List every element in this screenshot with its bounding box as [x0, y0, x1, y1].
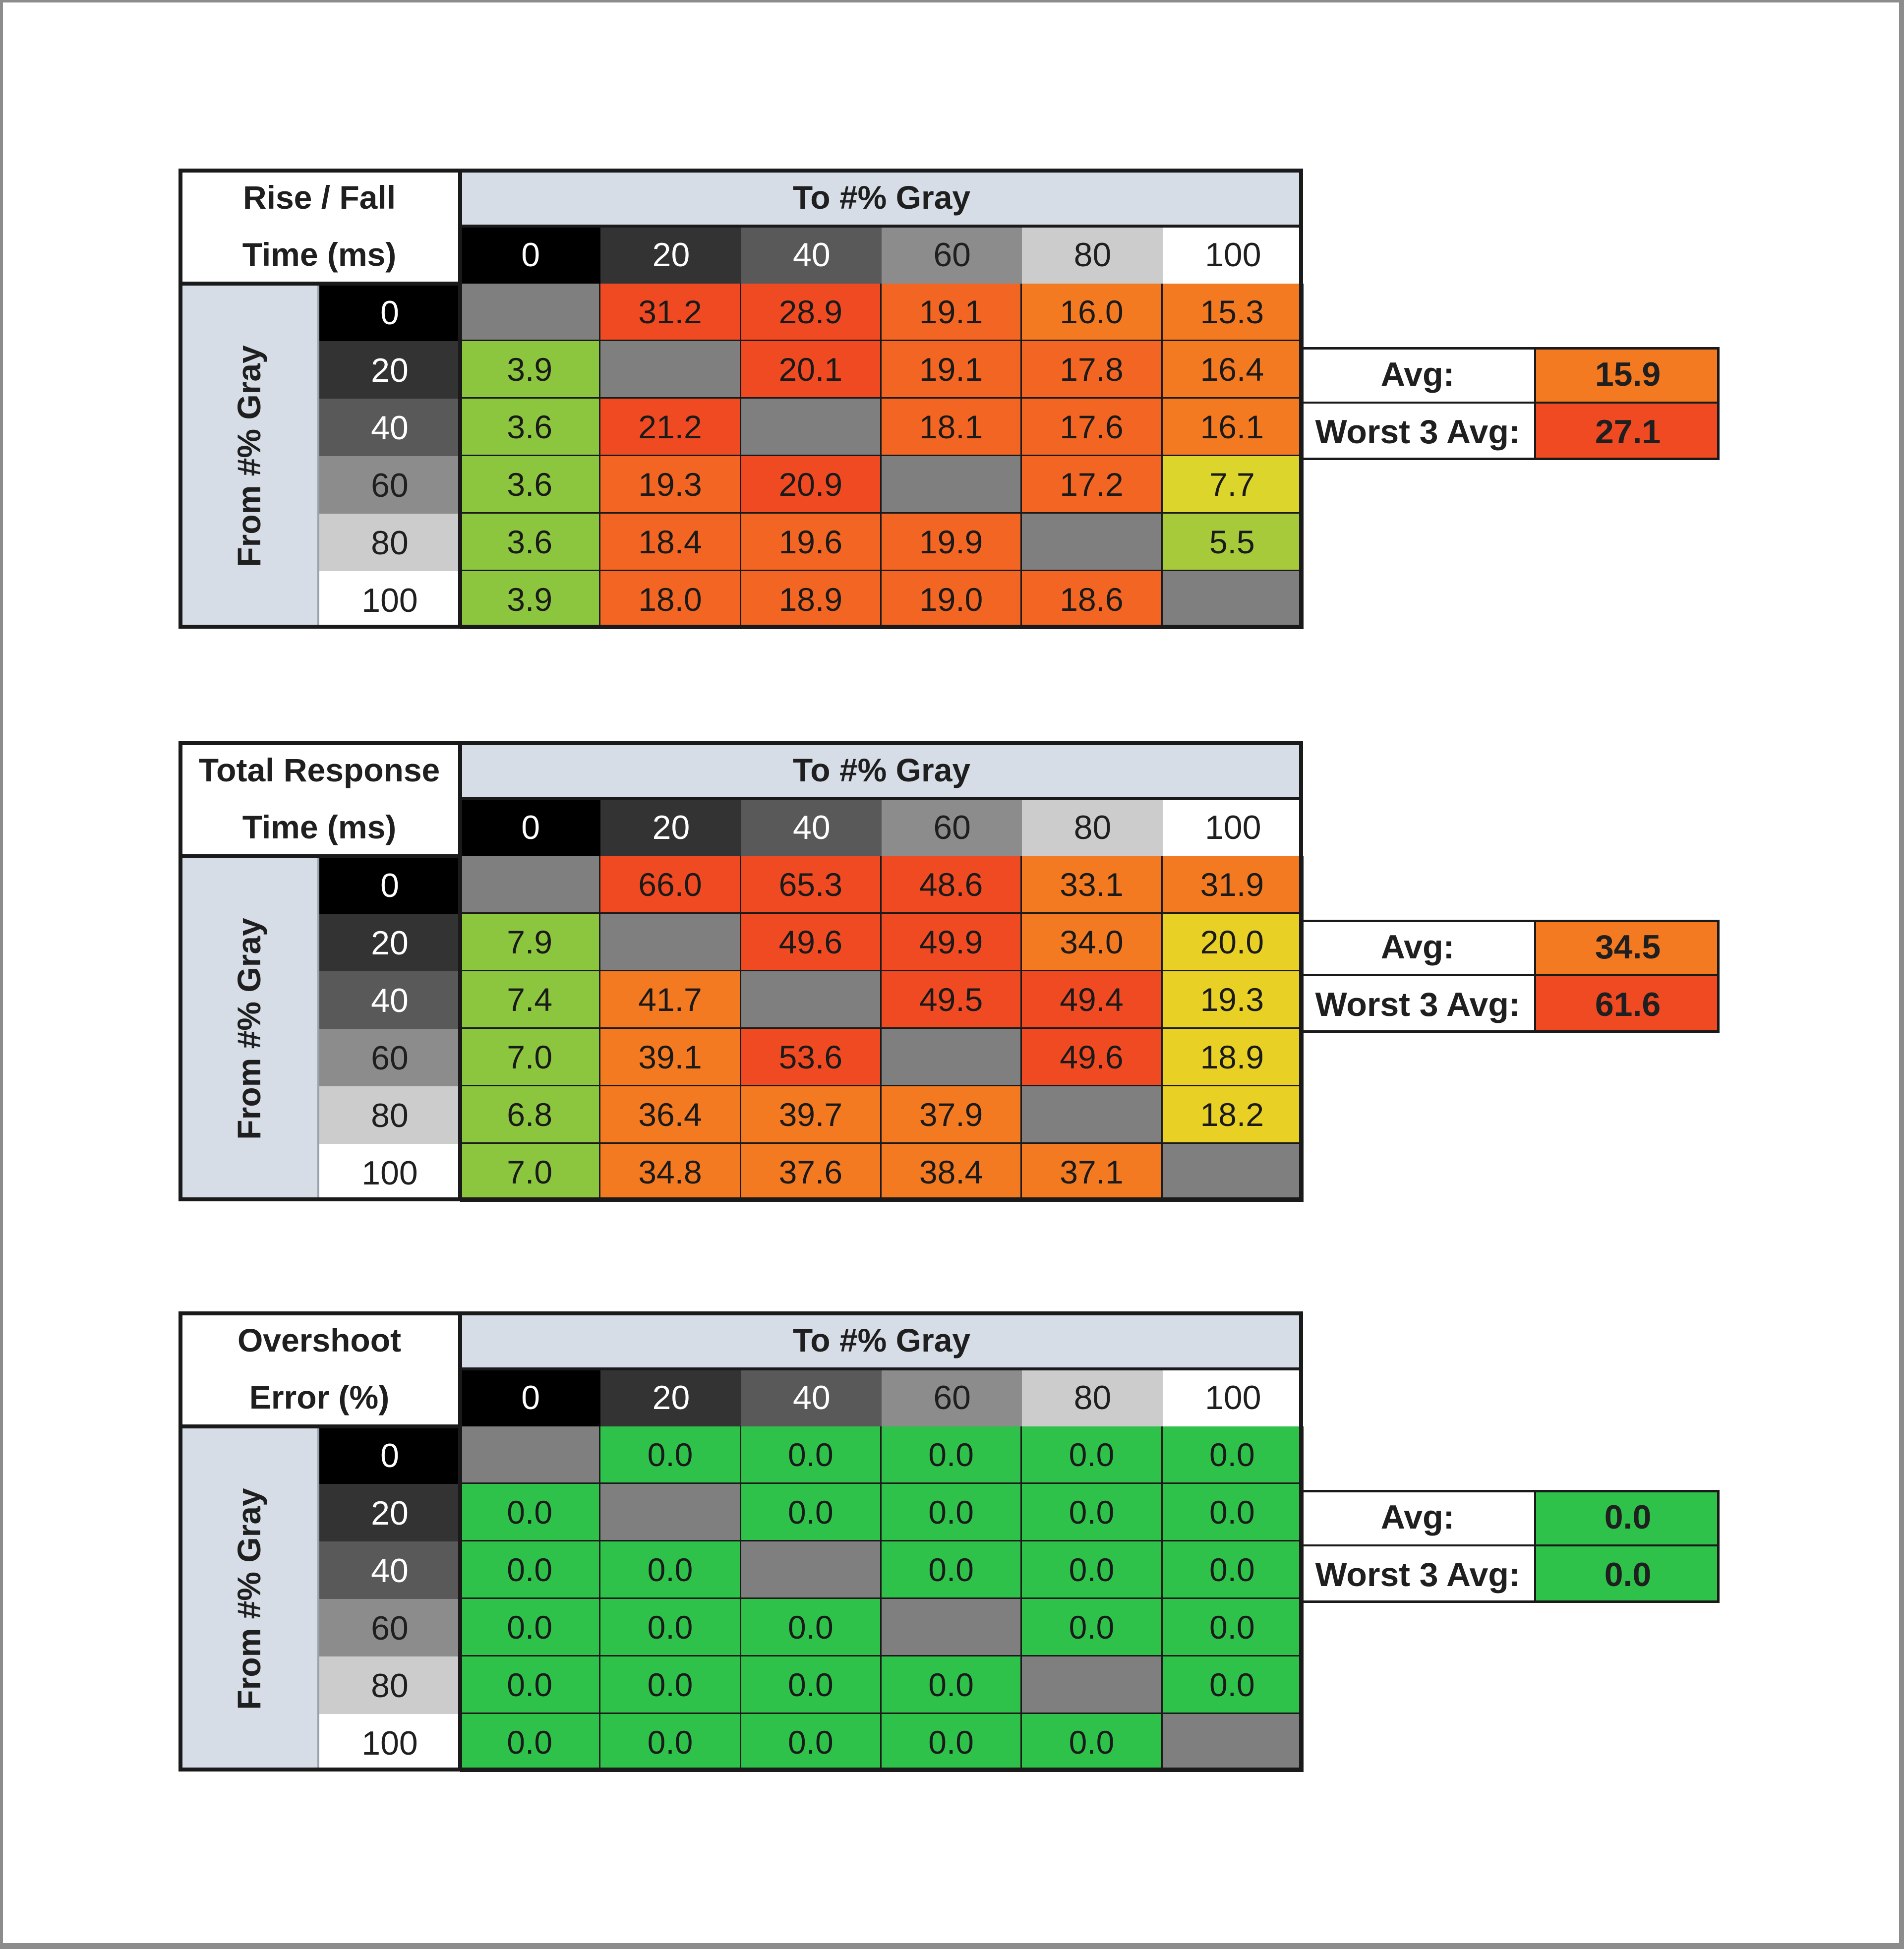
data-cell: 7.4	[460, 971, 601, 1029]
column-label: 40	[741, 799, 882, 856]
data-cell: 0.0	[600, 1599, 741, 1657]
data-cell: 34.8	[600, 1144, 741, 1202]
data-cell: 0.0	[741, 1656, 882, 1714]
table-title	[178, 169, 460, 284]
data-cell: 31.2	[600, 284, 741, 342]
data-cell: 0.0	[460, 1656, 601, 1714]
data-cell: 7.9	[460, 914, 601, 972]
data-cell: 0.0	[460, 1484, 601, 1542]
row-label: 60	[319, 1599, 460, 1657]
data-cell: 0.0	[1022, 1484, 1163, 1542]
row-label: 100	[319, 1144, 460, 1202]
worst-3-avg-value: 61.6	[1536, 976, 1720, 1033]
empty-cell	[1163, 1144, 1304, 1202]
row-label: 80	[319, 1656, 460, 1714]
divider-line	[458, 1311, 462, 1772]
data-cell: 16.1	[1163, 399, 1304, 457]
empty-cell	[882, 1029, 1022, 1087]
data-cell: 20.0	[1163, 914, 1304, 972]
data-cell: 0.0	[741, 1426, 882, 1484]
table-title-line: Overshoot	[237, 1322, 402, 1358]
empty-cell	[1163, 571, 1304, 629]
data-cell: 0.0	[600, 1426, 741, 1484]
data-cell: 3.6	[460, 514, 601, 572]
data-cell: 19.9	[882, 514, 1022, 572]
avg-value: 0.0	[1536, 1490, 1720, 1546]
data-cell: 0.0	[1163, 1426, 1304, 1484]
divider-line	[460, 1367, 1303, 1370]
data-cell: 53.6	[741, 1029, 882, 1087]
data-cell: 0.0	[1022, 1541, 1163, 1599]
column-header: To #% Gray	[460, 1311, 1303, 1369]
column-label: 60	[882, 226, 1022, 284]
data-cell: 28.9	[741, 284, 882, 342]
rise-fall-summary	[1301, 347, 1720, 460]
divider-line	[178, 854, 460, 858]
divider-line	[317, 856, 319, 1201]
total-response-summary	[1301, 920, 1720, 1033]
row-label: 40	[319, 399, 460, 457]
column-label: 80	[1022, 226, 1163, 284]
table-title-line: Rise / Fall	[242, 179, 396, 216]
row-label: 40	[319, 971, 460, 1029]
data-cell: 66.0	[600, 856, 741, 914]
column-label: 0	[460, 226, 601, 284]
table-title-line: Time (ms)	[242, 809, 397, 845]
data-cell: 3.6	[460, 399, 601, 457]
column-label: 20	[600, 226, 741, 284]
data-cell: 18.1	[882, 399, 1022, 457]
divider-line	[458, 169, 462, 629]
data-cell: 15.3	[1163, 284, 1304, 342]
row-label: 0	[319, 284, 460, 342]
row-label: 100	[319, 571, 460, 629]
total-response-time-table	[178, 741, 1303, 1201]
row-label: 80	[319, 1086, 460, 1144]
data-cell: 0.0	[882, 1541, 1022, 1599]
data-cell: 16.0	[1022, 284, 1163, 342]
data-cell: 3.6	[460, 456, 601, 514]
row-header-text: From #% Gray	[231, 345, 267, 567]
row-label: 0	[319, 1426, 460, 1484]
data-cell: 18.9	[741, 571, 882, 629]
row-header-text: From #% Gray	[231, 918, 267, 1140]
empty-cell	[1022, 514, 1163, 572]
row-label: 100	[319, 1714, 460, 1772]
empty-cell	[460, 1426, 601, 1484]
data-cell: 0.0	[1163, 1541, 1304, 1599]
data-cell: 3.9	[460, 571, 601, 629]
data-cell: 31.9	[1163, 856, 1304, 914]
table-title-line: Error (%)	[249, 1379, 390, 1416]
worst-3-avg-label: Worst 3 Avg:	[1301, 976, 1536, 1033]
row-label: 0	[319, 856, 460, 914]
avg-label: Avg:	[1301, 1490, 1536, 1546]
table-title	[178, 741, 460, 856]
worst-3-avg-label: Worst 3 Avg:	[1301, 404, 1536, 460]
row-label: 60	[319, 1029, 460, 1087]
data-cell: 34.0	[1022, 914, 1163, 972]
data-cell: 49.5	[882, 971, 1022, 1029]
divider-line	[458, 741, 462, 1201]
data-cell: 0.0	[882, 1714, 1022, 1772]
worst-3-avg-value: 27.1	[1536, 404, 1720, 460]
avg-value: 15.9	[1536, 347, 1720, 404]
column-label: 60	[882, 799, 1022, 856]
row-label: 20	[319, 914, 460, 972]
data-cell: 41.7	[600, 971, 741, 1029]
data-cell: 0.0	[1022, 1599, 1163, 1657]
data-cell: 3.9	[460, 341, 601, 399]
divider-line	[460, 225, 1303, 228]
divider-line	[317, 1426, 319, 1772]
data-cell: 49.6	[1022, 1029, 1163, 1087]
divider-line	[317, 284, 319, 629]
column-label: 20	[600, 799, 741, 856]
empty-cell	[741, 399, 882, 457]
column-label: 20	[600, 1369, 741, 1426]
row-label: 20	[319, 1484, 460, 1542]
data-cell: 0.0	[600, 1714, 741, 1772]
row-label: 80	[319, 514, 460, 572]
data-cell: 65.3	[741, 856, 882, 914]
divider-line	[460, 797, 1303, 800]
data-cell: 18.2	[1163, 1086, 1304, 1144]
column-label: 80	[1022, 799, 1163, 856]
data-cell: 37.1	[1022, 1144, 1163, 1202]
data-cell: 0.0	[1022, 1714, 1163, 1772]
data-cell: 38.4	[882, 1144, 1022, 1202]
data-cell: 0.0	[741, 1714, 882, 1772]
row-header-text: From #% Gray	[231, 1488, 267, 1710]
data-cell: 0.0	[882, 1656, 1022, 1714]
data-cell: 0.0	[741, 1599, 882, 1657]
data-cell: 37.9	[882, 1086, 1022, 1144]
empty-cell	[600, 914, 741, 972]
divider-line	[178, 1424, 460, 1428]
column-label: 60	[882, 1369, 1022, 1426]
column-label: 40	[741, 1369, 882, 1426]
row-label: 60	[319, 456, 460, 514]
column-label: 100	[1163, 226, 1304, 284]
data-cell: 17.2	[1022, 456, 1163, 514]
data-cell: 49.6	[741, 914, 882, 972]
data-cell: 48.6	[882, 856, 1022, 914]
data-cell: 0.0	[460, 1599, 601, 1657]
avg-label: Avg:	[1301, 920, 1536, 976]
empty-cell	[600, 1484, 741, 1542]
data-cell: 0.0	[600, 1541, 741, 1599]
data-cell: 0.0	[460, 1714, 601, 1772]
table-title-line: Time (ms)	[242, 236, 397, 273]
column-label: 40	[741, 226, 882, 284]
avg-label: Avg:	[1301, 347, 1536, 404]
column-header: To #% Gray	[460, 741, 1303, 799]
worst-3-avg-label: Worst 3 Avg:	[1301, 1546, 1536, 1603]
data-cell: 18.9	[1163, 1029, 1304, 1087]
data-cell: 33.1	[1022, 856, 1163, 914]
data-cell: 16.4	[1163, 341, 1304, 399]
data-cell: 39.7	[741, 1086, 882, 1144]
empty-cell	[460, 284, 601, 342]
data-cell: 21.2	[600, 399, 741, 457]
overshoot-error-summary	[1301, 1490, 1720, 1603]
row-header	[178, 284, 319, 629]
data-cell: 19.6	[741, 514, 882, 572]
row-label: 20	[319, 341, 460, 399]
data-cell: 0.0	[741, 1484, 882, 1542]
data-cell: 0.0	[1163, 1656, 1304, 1714]
empty-cell	[460, 856, 601, 914]
data-cell: 19.1	[882, 341, 1022, 399]
data-cell: 0.0	[600, 1656, 741, 1714]
data-cell: 7.7	[1163, 456, 1304, 514]
empty-cell	[741, 1541, 882, 1599]
data-cell: 0.0	[460, 1541, 601, 1599]
data-cell: 17.6	[1022, 399, 1163, 457]
empty-cell	[1022, 1656, 1163, 1714]
overshoot-error-table	[178, 1311, 1303, 1772]
data-cell: 36.4	[600, 1086, 741, 1144]
data-cell: 18.0	[600, 571, 741, 629]
data-cell: 0.0	[1163, 1484, 1304, 1542]
data-cell: 19.1	[882, 284, 1022, 342]
column-label: 100	[1163, 799, 1304, 856]
data-cell: 19.3	[1163, 971, 1304, 1029]
row-header	[178, 856, 319, 1201]
data-cell: 0.0	[1022, 1426, 1163, 1484]
data-cell: 19.3	[600, 456, 741, 514]
data-cell: 0.0	[882, 1484, 1022, 1542]
column-header: To #% Gray	[460, 169, 1303, 226]
table-title-line: Total Response	[198, 752, 440, 788]
divider-line	[178, 282, 460, 286]
empty-cell	[1022, 1086, 1163, 1144]
table-title	[178, 1311, 460, 1426]
data-cell: 39.1	[600, 1029, 741, 1087]
worst-3-avg-value: 0.0	[1536, 1546, 1720, 1603]
data-cell: 37.6	[741, 1144, 882, 1202]
data-cell: 5.5	[1163, 514, 1304, 572]
data-cell: 49.9	[882, 914, 1022, 972]
empty-cell	[882, 456, 1022, 514]
data-cell: 7.0	[460, 1144, 601, 1202]
column-label: 0	[460, 799, 601, 856]
data-cell: 19.0	[882, 571, 1022, 629]
data-cell: 18.6	[1022, 571, 1163, 629]
column-label: 0	[460, 1369, 601, 1426]
data-cell: 18.4	[600, 514, 741, 572]
row-header	[178, 1426, 319, 1772]
empty-cell	[741, 971, 882, 1029]
data-cell: 17.8	[1022, 341, 1163, 399]
column-label: 100	[1163, 1369, 1304, 1426]
empty-cell	[600, 341, 741, 399]
data-cell: 20.9	[741, 456, 882, 514]
data-cell: 7.0	[460, 1029, 601, 1087]
data-cell: 20.1	[741, 341, 882, 399]
empty-cell	[1163, 1714, 1304, 1772]
data-cell: 0.0	[1163, 1599, 1304, 1657]
avg-value: 34.5	[1536, 920, 1720, 976]
data-cell: 6.8	[460, 1086, 601, 1144]
column-label: 80	[1022, 1369, 1163, 1426]
rise-fall-time-table	[178, 169, 1303, 629]
row-label: 40	[319, 1541, 460, 1599]
data-cell: 49.4	[1022, 971, 1163, 1029]
empty-cell	[882, 1599, 1022, 1657]
data-cell: 0.0	[882, 1426, 1022, 1484]
